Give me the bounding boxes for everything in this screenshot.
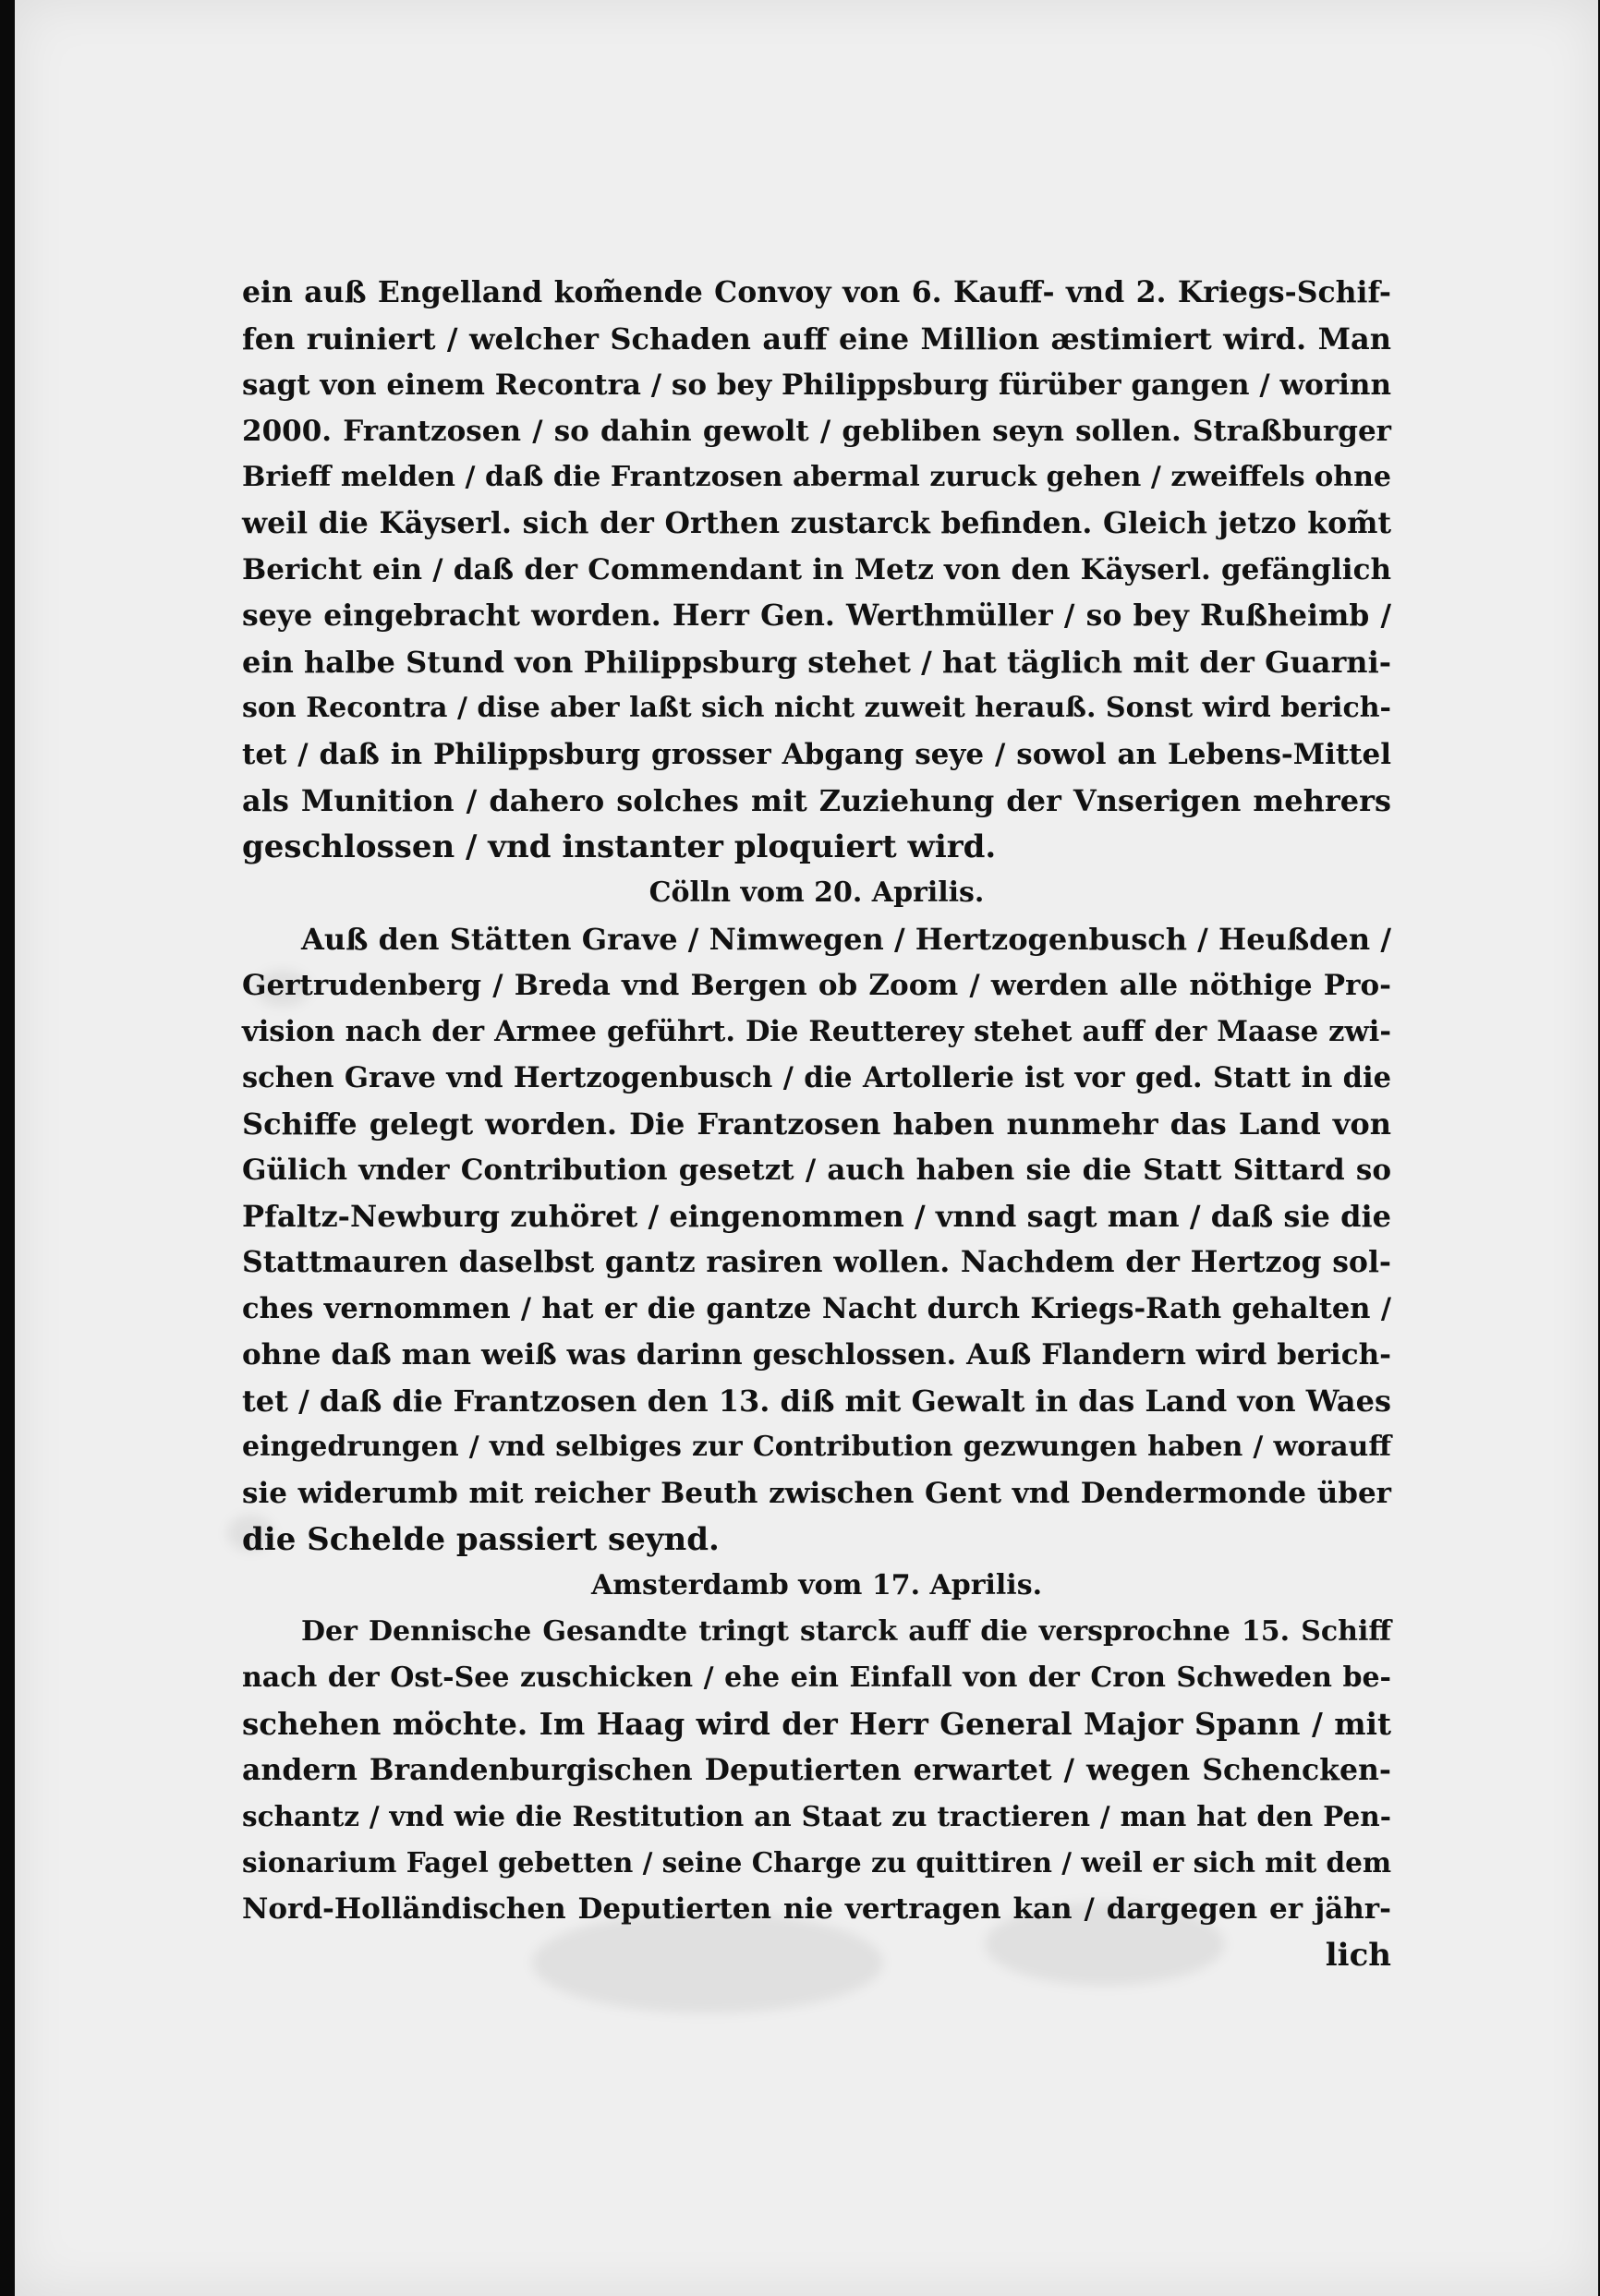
section-heading: Amsterdamb vom 17. Aprilis. xyxy=(590,1569,1043,1601)
text-line: lich xyxy=(1325,1937,1391,1974)
text-line: andern Brandenburgischen Deputierten erwartet / wegen Schencken- xyxy=(242,1753,1391,1787)
text-line: weil die Käyserl. sich der Orthen zustarck befinden. Gleich jetzo kom̃t xyxy=(242,506,1391,540)
text-line: die Schelde passiert seynd. xyxy=(242,1521,720,1558)
text-line: seye eingebracht worden. Herr Gen. Werthmüller / so bey Rußheimb / xyxy=(242,598,1391,633)
text-line: son Recontra / dise aber laßt sich nicht zuweit herauß. Sonst wird berich- xyxy=(242,692,1391,724)
text-line: 2000. Frantzosen / so dahin gewolt / gebliben seyn sollen. Straßburger xyxy=(242,415,1391,448)
text-line: ches vernommen / hat er die gantze Nacht durch Kriegs-Rath gehalten / xyxy=(242,1292,1391,1325)
text-line: nach der Ost-See zuschicken / ehe ein Einfall von der Cron Schweden be- xyxy=(242,1662,1391,1694)
text-line: Bericht ein / daß der Commendant in Metz von den Käyserl. gefänglich xyxy=(242,553,1391,586)
text-line: ein auß Engelland kom̃ende Convoy von 6. Kauff- vnd 2. Kriegs-Schif- xyxy=(242,275,1391,309)
text-line: Der Dennische Gesandte tringt starck auff die versprochne 15. Schiff xyxy=(301,1615,1391,1648)
text-line: Gertrudenberg / Breda vnd Bergen ob Zoom / werden alle nöthige Pro- xyxy=(242,969,1391,1002)
text-line: sie widerumb mit reicher Beuth zwischen Gent vnd Dendermonde über xyxy=(242,1477,1391,1510)
document-page xyxy=(15,0,1598,2296)
text-line: tet / daß die Frantzosen den 13. diß mit Gewalt in das Land von Waes xyxy=(242,1384,1391,1419)
text-line: Nord-Holländischen Deputierten nie vertragen kan / dargegen er jähr- xyxy=(242,1892,1391,1926)
text-line: Stattmauren daselbst gantz rasiren wollen. Nachdem der Hertzog sol- xyxy=(242,1245,1391,1279)
text-line: schehen möchte. Im Haag wird der Herr General Major Spann / mit xyxy=(242,1706,1391,1742)
text-line: sagt von einem Recontra / so bey Philippsburg fürüber gangen / worinn xyxy=(242,369,1392,402)
article-text xyxy=(242,270,1391,1978)
text-line: ein halbe Stund von Philippsburg stehet / hat täglich mit der Guarni- xyxy=(242,645,1391,680)
text-line: fen ruiniert / welcher Schaden auff eine Million æstimiert wird. Man xyxy=(242,321,1391,356)
text-line: schantz / vnd wie die Restitution an Staat zu tractieren / man hat den Pen- xyxy=(242,1800,1391,1832)
text-line: Schiffe gelegt worden. Die Frantzosen haben nunmehr das Land von xyxy=(242,1106,1391,1142)
text-line: Brieff melden / daß die Frantzosen abermal zuruck gehen / zweiffels ohne xyxy=(242,461,1391,493)
text-line: sionarium Fagel gebetten / seine Charge zu quittiren / weil er sich mit dem xyxy=(242,1846,1392,1879)
text-line: Gülich vnder Contribution gesetzt / auch haben sie die Statt Sittard so xyxy=(242,1154,1391,1187)
text-line: schen Grave vnd Hertzogenbusch / die Artollerie ist vor ged. Statt in die xyxy=(242,1061,1391,1094)
text-line: eingedrungen / vnd selbiges zur Contribution gezwungen haben / worauff xyxy=(242,1431,1391,1463)
section-heading: Cölln vom 20. Aprilis. xyxy=(648,876,985,909)
text-line: vision nach der Armee geführt. Die Reutterey stehet auff der Maase zwi- xyxy=(242,1015,1391,1048)
text-line: als Munition / dahero solches mit Zuziehung der Vnserigen mehrers xyxy=(242,783,1391,818)
text-line: Pfaltz-Newburg zuhöret / eingenommen / vnnd sagt man / daß sie die xyxy=(242,1199,1391,1234)
text-line: geschlossen / vnd instanter ploquiert wird. xyxy=(242,828,997,865)
text-line: tet / daß in Philippsburg grosser Abgang seye / sowol an Lebens-Mittel xyxy=(242,738,1391,771)
text-line: Auß den Stätten Grave / Nimwegen / Hertzogenbusch / Heußden / xyxy=(301,922,1391,957)
text-line: ohne daß man weiß was darinn geschlossen. Auß Flandern wird berich- xyxy=(242,1338,1391,1372)
